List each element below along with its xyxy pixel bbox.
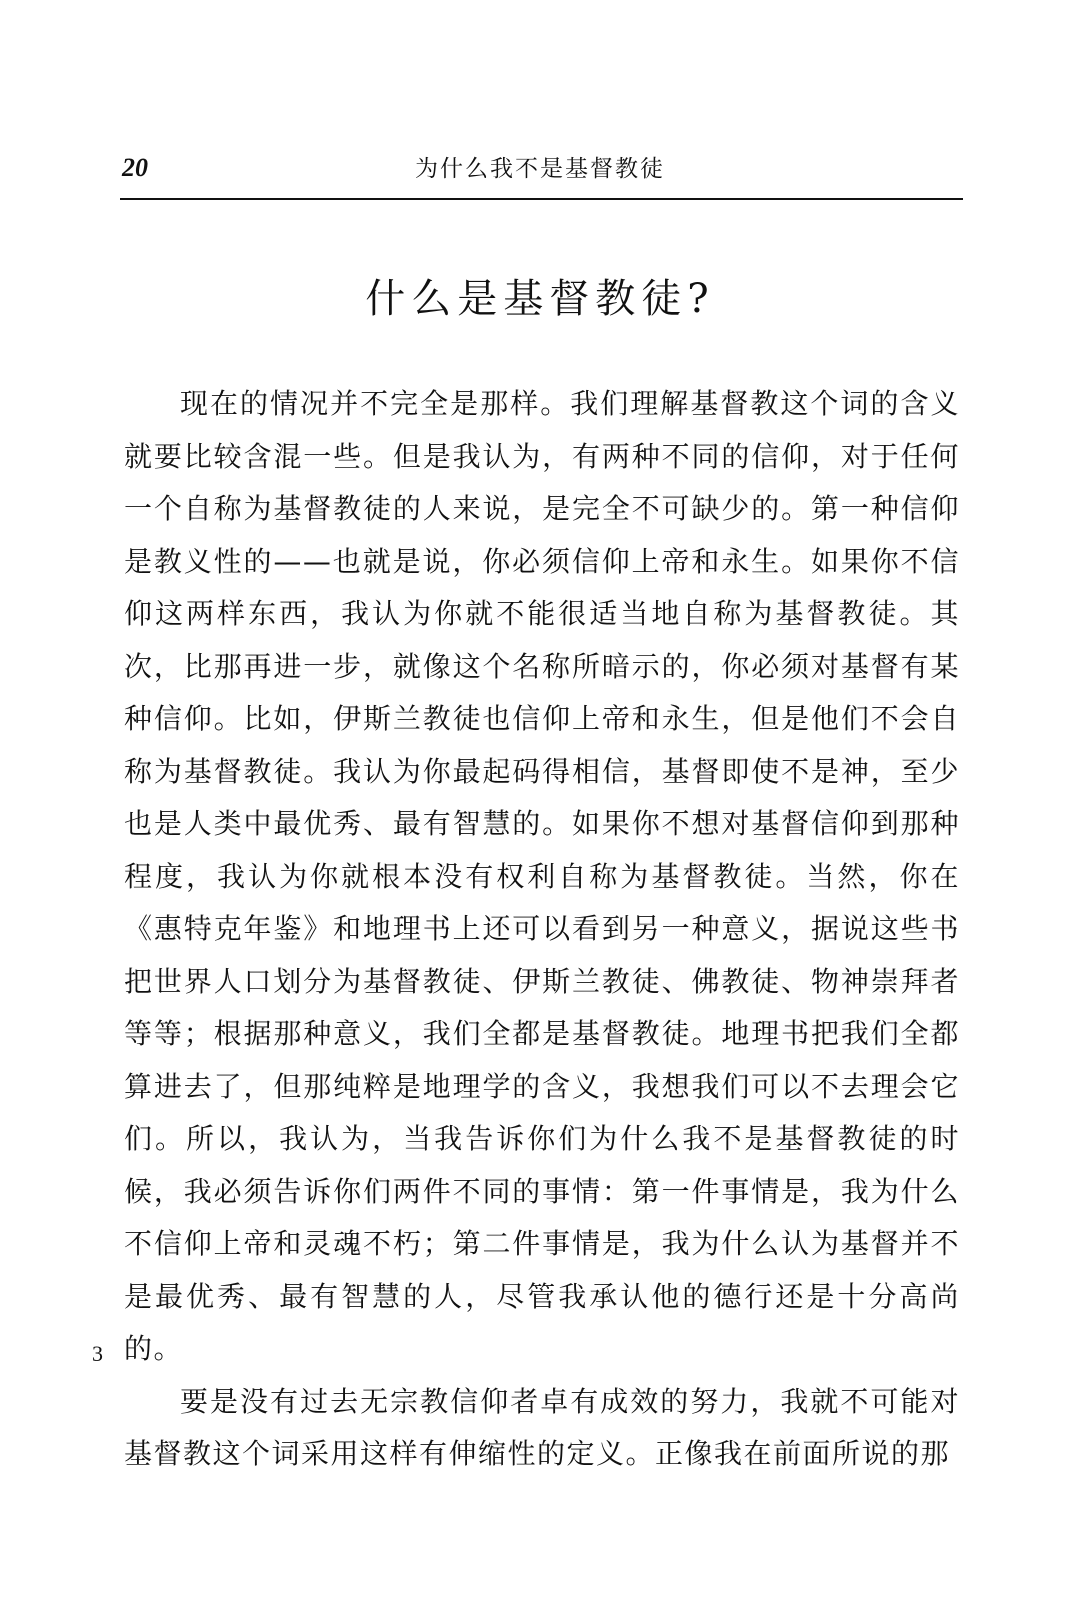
body-text	[124, 378, 960, 1481]
paragraph-1: 现在的情况并不完全是那样。我们理解基督教这个词的含义就要比较含混一些。但是我认为，有两种不同的信仰，对于任何一个自称为基督教徒的人来说，是完全不可缺少的。第一种信仰是教义性的——也就是说，你必须信仰上帝和永生。如果你不信仰这两样东西，我认为你就不能很适当地自称为基督教徒。其次，比那再进一步，就像这个名称所暗示的，你必须对基督有某种信仰。比如，伊斯兰教徒也信仰上帝和永生，但是他们不会自称为基督教徒。我认为你最起码得相信，基督即使不是神，至少也是人类中最优秀、最有智慧的。如果你不想对基督信仰到那种程度，我认为你就根本没有权利自称为基督教徒。当然，你在《惠特克年鉴》和地理书上还可以看到另一种意义，据说这些书把世界人口划分为基督教徒、伊斯兰教徒、佛教徒、物神崇拜者等等；根据那种意义，我们全都是基督教徒。地理书把我们全都算进去了，但那纯粹是地理学的含义，我想我们可以不去理会它们。所以，我认为，当我告诉你们为什么我不是基督教徒的时候，我必须告诉你们两件不同的事情：第一件事情是，我为什么不信仰上帝和灵魂不朽；第二件事情是，我为什么认为基督并不是最优秀、最有智慧的人，尽管我承认他的德行还是十分高尚的。	[124, 387, 960, 1365]
chapter-title: 什么是基督教徒?	[365, 276, 715, 322]
paragraph-2: 要是没有过去无宗教信仰者卓有成效的努力，我就不可能对基督教这个词采用这样有伸缩性的定义。正像我在前面所说的那	[124, 1384, 960, 1470]
page-number: 20	[122, 153, 148, 182]
margin-note-number: 3	[92, 1341, 103, 1366]
running-title: 为什么我不是基督教徒	[415, 156, 665, 182]
header-rule	[120, 198, 963, 200]
